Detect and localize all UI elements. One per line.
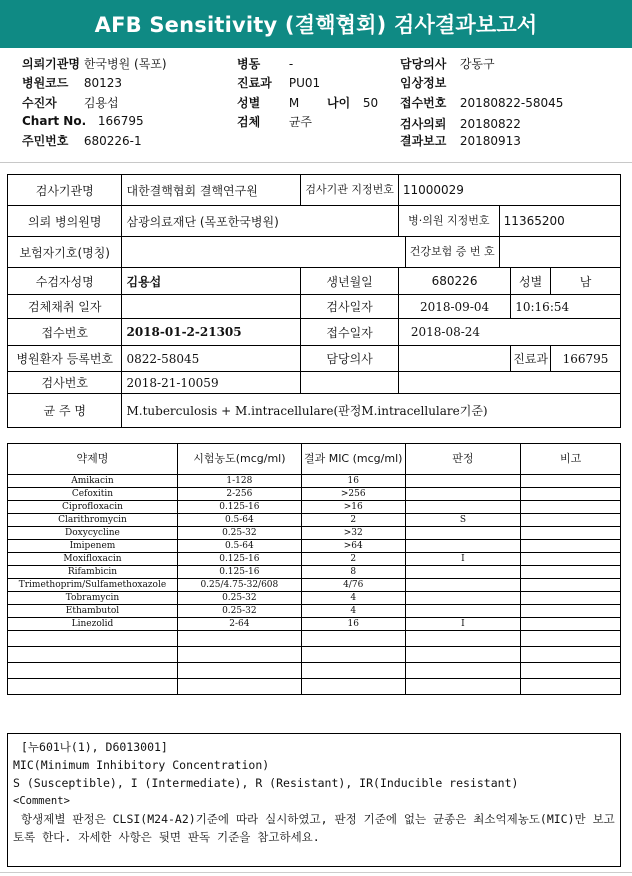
row-exam-org <box>8 175 621 206</box>
mic-cell: 16 <box>301 618 405 631</box>
empty-cell <box>301 647 405 663</box>
drug-name-cell: Ethambutol <box>8 605 178 618</box>
collect-label: 검체채취 일자 <box>8 295 122 319</box>
collect-value <box>122 295 301 319</box>
header-doctor <box>400 55 495 72</box>
header-ward <box>237 55 293 72</box>
drug-row <box>8 488 621 501</box>
sex-label: 성별 <box>237 96 261 110</box>
dept-cell-label: 진료과 <box>511 346 551 372</box>
mic-cell: >64 <box>301 540 405 553</box>
patient-value: 김용섭 <box>83 96 119 110</box>
resident-no-label: 주민번호 <box>22 134 69 148</box>
hospital-code-value: 80123 <box>83 76 123 90</box>
row-collect <box>8 295 621 319</box>
empty-cell <box>8 631 178 647</box>
empty-cell <box>301 631 405 647</box>
resident-no-value: 680226-1 <box>83 134 142 148</box>
insured-label: 보험자기호(명칭) <box>8 237 122 268</box>
drug-row <box>8 579 621 592</box>
hosp-patient-no-label: 병원환자 등록번호 <box>8 346 122 372</box>
row-recv <box>8 319 621 346</box>
row-test-no <box>8 372 621 394</box>
req-hospital-label: 의뢰 병의원명 <box>8 206 122 237</box>
hospital-code-label: 병원코드 <box>22 76 69 90</box>
doctor-cell-value <box>398 346 510 372</box>
mic-cell: >256 <box>301 488 405 501</box>
drug-row <box>8 527 621 540</box>
mic-cell: 4 <box>301 605 405 618</box>
note-cell <box>521 514 621 527</box>
empty-cell <box>521 663 621 679</box>
request-date-value: 20180822 <box>459 117 521 131</box>
mic-cell: 2 <box>301 514 405 527</box>
test-range-cell: 0.25-32 <box>177 592 301 605</box>
drug-name-cell: Ciprofloxacin <box>8 501 178 514</box>
drug-row <box>8 540 621 553</box>
judgment-cell <box>405 475 521 488</box>
health-ins-label: 건강보험 증 번 호 <box>405 237 499 268</box>
header-institution <box>22 55 167 72</box>
comment-body: 항생제별 판정은 CLSI(M24-A2)기준에 따라 실시하였고, 판정 기준에 없는 균종은 최소억제농도(MIC)만 보고토록 한다. 자세한 사항은 뒷면 판독 기준을 참고하세요. <box>13 812 615 844</box>
judgment-cell: S <box>405 514 521 527</box>
judgment-cell: I <box>405 553 521 566</box>
health-ins-value <box>499 237 620 268</box>
drug-table-header <box>8 444 621 475</box>
specimen-value: 균주 <box>288 115 313 129</box>
chart-no-label: Chart No. <box>22 114 87 128</box>
footer-divider <box>0 872 632 873</box>
exam-org-label: 검사기관명 <box>8 175 122 206</box>
note-cell <box>521 618 621 631</box>
empty-cell <box>405 679 521 695</box>
mic-cell: 16 <box>301 475 405 488</box>
sex-cell-label: 성별 <box>511 268 551 295</box>
note-cell <box>521 540 621 553</box>
note-cell <box>521 475 621 488</box>
row-patient <box>8 268 621 295</box>
header-clinical-info <box>400 74 460 91</box>
test-no-blank-1 <box>301 372 399 394</box>
judgment-cell <box>405 501 521 514</box>
empty-drug-row <box>8 663 621 679</box>
test-range-cell: 2-256 <box>177 488 301 501</box>
header-request-date <box>400 115 521 132</box>
empty-cell <box>405 647 521 663</box>
header-divider <box>0 162 632 163</box>
judgment-cell <box>405 605 521 618</box>
exam-time-value: 10:16:54 <box>511 295 621 319</box>
drug-name-cell: Cefoxitin <box>8 488 178 501</box>
sex-value: M <box>288 96 300 110</box>
test-range-cell: 0.125-16 <box>177 553 301 566</box>
birth-value: 680226 <box>398 268 510 295</box>
hospital-code-label-cell: 병·의원 지정번호 <box>398 206 499 237</box>
recv-date-value: 2018-08-24 <box>398 319 620 346</box>
empty-cell <box>405 663 521 679</box>
drug-row <box>8 475 621 488</box>
drug-name-cell: Doxycycline <box>8 527 178 540</box>
header-chart-no <box>22 114 144 128</box>
empty-cell <box>177 679 301 695</box>
exam-info-table <box>7 174 621 428</box>
comment-box <box>7 733 621 867</box>
comment-code: [누601나(1), D6013001] <box>21 740 168 754</box>
drug-name-cell: Linezolid <box>8 618 178 631</box>
row-req-hospital <box>8 206 621 237</box>
test-range-cell: 0.25-32 <box>177 605 301 618</box>
drug-row <box>8 553 621 566</box>
empty-cell <box>521 647 621 663</box>
chart-no-value: 166795 <box>97 114 144 128</box>
empty-drug-row <box>8 679 621 695</box>
ward-value: - <box>288 57 294 71</box>
judgment-cell <box>405 592 521 605</box>
empty-cell <box>8 663 178 679</box>
header-age <box>327 94 378 111</box>
specimen-label: 검체 <box>237 115 261 129</box>
header-report-date <box>400 132 521 149</box>
note-cell <box>521 488 621 501</box>
col-mic-header: 결과 MIC (mcg/ml) <box>301 444 405 475</box>
mic-cell: 4 <box>301 592 405 605</box>
comment-legend: S (Susceptible), I (Intermediate), R (Resistant), IR(Inducible resistant) <box>13 776 519 790</box>
header-sex <box>237 94 299 111</box>
empty-cell <box>177 647 301 663</box>
patient-label: 수진자 <box>22 96 57 110</box>
drug-row <box>8 514 621 527</box>
note-cell <box>521 566 621 579</box>
insured-value <box>122 237 405 268</box>
receipt-no-label: 접수번호 <box>400 96 447 110</box>
empty-cell <box>301 679 405 695</box>
organism-value: M.tuberculosis + M.intracellulare(판정M.intracellulare기준) <box>122 394 621 428</box>
test-no-label: 검사번호 <box>8 372 122 394</box>
test-range-cell: 0.25/4.75-32/608 <box>177 579 301 592</box>
drug-name-cell: Amikacin <box>8 475 178 488</box>
header-hospital-code <box>22 74 122 91</box>
age-label: 나이 <box>327 96 351 110</box>
empty-cell <box>8 647 178 663</box>
ward-label: 병동 <box>237 57 261 71</box>
recv-date-label: 접수일자 <box>301 319 399 346</box>
drug-row <box>8 592 621 605</box>
col-note-header: 비고 <box>521 444 621 475</box>
test-range-cell: 2-64 <box>177 618 301 631</box>
test-range-cell: 1-128 <box>177 475 301 488</box>
sex-cell-value: 남 <box>551 268 621 295</box>
exam-org-code-label: 검사기관 지정번호 <box>301 175 399 206</box>
empty-cell <box>8 679 178 695</box>
note-cell <box>521 592 621 605</box>
header-resident-no <box>22 132 142 149</box>
drug-name-cell: Moxifloxacin <box>8 553 178 566</box>
birth-label: 생년월일 <box>301 268 399 295</box>
exam-date-label: 검사일자 <box>301 295 399 319</box>
dept-label: 진료과 <box>237 76 272 90</box>
recv-no-label: 접수번호 <box>8 319 122 346</box>
row-organism <box>8 394 621 428</box>
test-no-value: 2018-21-10059 <box>122 372 301 394</box>
institution-value: 한국병원 (목포) <box>83 57 167 71</box>
judgment-cell <box>405 566 521 579</box>
empty-drug-row <box>8 647 621 663</box>
test-range-cell: 0.5-64 <box>177 514 301 527</box>
drug-row <box>8 618 621 631</box>
judgment-cell <box>405 540 521 553</box>
dept-cell-value: 166795 <box>551 346 621 372</box>
exam-date-value: 2018-09-04 <box>398 295 510 319</box>
mic-cell: 4/76 <box>301 579 405 592</box>
col-result-header: 판정 <box>405 444 521 475</box>
header-receipt-no <box>400 94 563 111</box>
req-hospital-value: 삼광의료재단 (목포한국병원) <box>122 206 398 237</box>
age-value: 50 <box>362 96 379 110</box>
drug-name-cell: Imipenem <box>8 540 178 553</box>
header-specimen <box>237 113 312 130</box>
row-insured <box>8 237 621 268</box>
note-cell <box>521 553 621 566</box>
drug-name-cell: Tobramycin <box>8 592 178 605</box>
recv-no-value: 2018-01-2-21305 <box>122 319 301 346</box>
row-hosp-patient <box>8 346 621 372</box>
drug-name-cell: Clarithromycin <box>8 514 178 527</box>
report-date-value: 20180913 <box>459 134 521 148</box>
empty-cell <box>177 663 301 679</box>
empty-drug-row <box>8 631 621 647</box>
exam-org-value: 대한결핵협회 결핵연구원 <box>122 175 301 206</box>
dept-value: PU01 <box>288 76 321 90</box>
judgment-cell <box>405 488 521 501</box>
comment-tag: <Comment> <box>13 795 70 807</box>
drug-row <box>8 605 621 618</box>
note-cell <box>521 501 621 514</box>
mic-cell: >16 <box>301 501 405 514</box>
drug-sensitivity-table <box>7 443 621 695</box>
test-range-cell: 0.25-32 <box>177 527 301 540</box>
test-range-cell: 0.125-16 <box>177 566 301 579</box>
empty-cell <box>177 631 301 647</box>
report-date-label: 결과보고 <box>400 134 447 148</box>
judgment-cell <box>405 527 521 540</box>
test-range-cell: 0.5-64 <box>177 540 301 553</box>
header-patient <box>22 94 119 111</box>
test-range-cell: 0.125-16 <box>177 501 301 514</box>
note-cell <box>521 579 621 592</box>
col-range-header: 시험농도(mcg/ml) <box>177 444 301 475</box>
doctor-cell-label: 담당의사 <box>301 346 399 372</box>
drug-name-cell: Trimethoprim/Sulfamethoxazole <box>8 579 178 592</box>
hosp-patient-no-value: 0822-58045 <box>122 346 301 372</box>
comment-mic: MIC(Minimum Inhibitory Concentration) <box>13 758 270 772</box>
doctor-label: 담당의사 <box>400 57 447 71</box>
test-no-blank-2 <box>398 372 620 394</box>
judgment-cell <box>405 579 521 592</box>
report-title: AFB Sensitivity (결핵협회) 검사결과보고서 <box>0 0 632 48</box>
drug-table-body <box>8 475 621 695</box>
drug-row <box>8 566 621 579</box>
patient-name-value: 김용섭 <box>122 268 301 295</box>
mic-cell: 2 <box>301 553 405 566</box>
judgment-cell: I <box>405 618 521 631</box>
empty-cell <box>405 631 521 647</box>
exam-org-code-value: 11000029 <box>398 175 620 206</box>
note-cell <box>521 527 621 540</box>
patient-name-label: 수검자성명 <box>8 268 122 295</box>
doctor-value: 강동구 <box>459 57 495 71</box>
header-dept <box>237 74 320 91</box>
note-cell <box>521 605 621 618</box>
empty-cell <box>301 663 405 679</box>
drug-row <box>8 501 621 514</box>
clinical-info-label: 임상정보 <box>400 76 447 90</box>
hospital-code-value-cell: 11365200 <box>499 206 620 237</box>
receipt-no-value: 20180822-58045 <box>459 96 564 110</box>
institution-label: 의뢰기관명 <box>22 57 80 71</box>
organism-label: 균 주 명 <box>8 394 122 428</box>
mic-cell: 8 <box>301 566 405 579</box>
request-date-label: 검사의뢰 <box>400 117 447 131</box>
empty-cell <box>521 631 621 647</box>
empty-cell <box>521 679 621 695</box>
mic-cell: >32 <box>301 527 405 540</box>
col-drug-header: 약제명 <box>8 444 178 475</box>
drug-name-cell: Rifambicin <box>8 566 178 579</box>
